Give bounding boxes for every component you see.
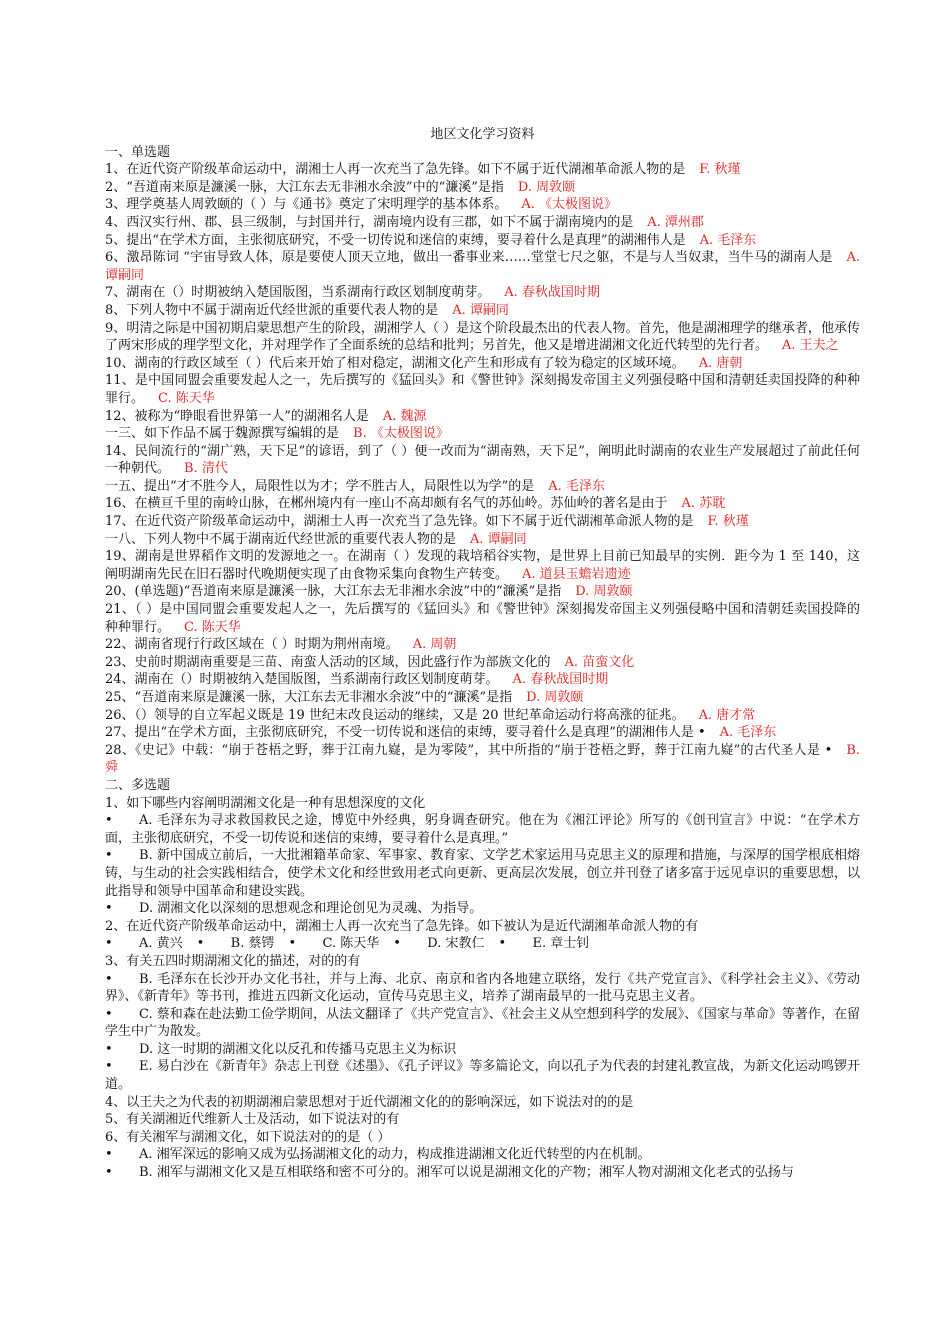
question-line xyxy=(105,302,860,320)
option-line xyxy=(105,935,860,953)
option-text: B. 毛泽东在长沙开办文化书社，并与上海、北京、南京和省内各地建立联络，发行《共产党宣言》、《科学社会主义》、《劳动界》、《新青年》等书刊，推进五四新文化运动，宣传马克思主义，培养了湖南最早的一批马克思主义者。 xyxy=(105,971,860,1005)
question-text: 22、湖南省现行行政区域在（ ）时期为荆州南境。 xyxy=(105,637,399,653)
question-line xyxy=(105,214,860,232)
answer-text: A. 毛泽东 xyxy=(699,232,757,248)
question-line xyxy=(105,284,860,302)
answer-text: A. 谭嗣同 xyxy=(452,302,509,318)
bullet-mark: • xyxy=(105,1006,113,1022)
answer-text: A. 道县玉蟾岩遗迹 xyxy=(522,566,631,582)
option-text: D. 这一时期的湖湘文化以反孔和传播马克思主义为标识 xyxy=(139,1041,457,1057)
question-line xyxy=(105,179,860,197)
question-line: 2、在近代资产阶级革命运动中，湖湘士人再一次充当了急先锋。如下被认为是近代湖湘革命派人物的有 xyxy=(105,918,699,934)
question-line xyxy=(105,654,860,672)
answer-text: A. 毛泽东 xyxy=(548,478,605,494)
answer-text: F. 秋瑾 xyxy=(699,162,741,178)
option-text: C. 陈天华 xyxy=(322,936,380,952)
answer-text: A. 魏源 xyxy=(382,408,427,424)
question-line xyxy=(105,320,860,355)
bullet-mark: • xyxy=(105,1165,113,1181)
question-text: 17、在近代资产阶级革命运动中，湖湘士人再一次充当了急先锋。如下不属于近代湖湘革命派人物的是 xyxy=(105,514,694,530)
question-line: 3、有关五四时期湖湘文化的描述，对的的有 xyxy=(105,953,361,969)
question-text: 24、湖南在（）时期被纳入楚国版图，当系湖南行政区划制度萌芽。 xyxy=(105,672,499,688)
question-line xyxy=(105,513,860,531)
question-text: 21、（ ）是中国同盟会重要发起人之一，先后撰写的《猛回头》和《警世钟》深刻揭发帝国主义列强侵略中国和清朝廷卖国投降的种种罪行。 xyxy=(105,602,860,635)
bullet-mark: • xyxy=(105,813,113,829)
question-text: 2、“吾道南来原是濂溪一脉，大江东去无非湘水余波”中的“濂溪”是指 xyxy=(105,179,504,195)
option-line xyxy=(105,971,860,1006)
option-text: E. 易白沙在《新青年》杂志上刊登《述墨》、《孔子评议》等多篇论文，向以孔子为代表的封建礼教宣战，为新文化运动鸣锣开道。 xyxy=(105,1059,860,1093)
question-text: 23、史前时期湖南重要是三苗、南蛮人活动的区域，因此盛行作为部族文化的 xyxy=(105,654,551,670)
answer-text: A. 潭州郡 xyxy=(647,214,704,230)
single-choice-list xyxy=(105,161,860,777)
question-line: 4、以王夫之为代表的初期湖湘启蒙思想对于近代湖湘文化的的影响深远，如下说法对的的是 xyxy=(105,1094,634,1110)
question-line xyxy=(105,495,860,513)
question-text: 25、“吾道南来原是濂溪一脉，大江东去无非湘水余波”中的“濂溪”是指 xyxy=(105,690,513,705)
bullet-mark: • xyxy=(288,936,297,952)
bullet-mark: • xyxy=(105,1041,113,1057)
answer-text: A. 春秋战国时期 xyxy=(504,285,600,301)
option-line xyxy=(105,1164,860,1182)
question-line: 5、有关湖湘近代维新人士及活动，如下说法对的有 xyxy=(105,1112,400,1128)
question-text: 28、《史记》中载：“崩于苍梧之野，葬于江南九嶷，是为零陵”，其中所指的“崩于苍梧之野，葬于江南九嶷”的古代圣人是 • xyxy=(105,742,833,758)
question-text: 27、提出“在学术方面，主张彻底研究，不受一切传说和迷信的束缚，要寻着什么是真理”的湖湘伟人是 • xyxy=(105,725,706,741)
question-text: 19、湖南是世界稻作文明的发源地之一。在湖南（ ）发现的栽培稻谷实物，是世界上目前已知最早的实例．距今为 1 至 140，这阐明湖南先民在旧石器时代晚期便实现了由食物采集向食物生产转变。 xyxy=(105,549,860,582)
question-line xyxy=(105,531,860,549)
answer-text: A. 春秋战国时期 xyxy=(512,672,609,688)
answer-text: A. 谭嗣同 xyxy=(105,250,860,283)
answer-text: B. 《太极图说》 xyxy=(353,426,449,442)
question-line xyxy=(105,548,860,583)
question-text: 4、西汉实行州、郡、县三级制，与封国并行，湖南境内设有三郡，如下不属于湖南境内的是 xyxy=(105,214,634,230)
option-line xyxy=(105,812,860,847)
option-line xyxy=(105,900,860,918)
page-title: 地区文化学习资料 xyxy=(430,127,535,142)
answer-text: A. 唐朝 xyxy=(698,355,743,371)
question-line xyxy=(105,583,860,601)
question-text: 6、激昂陈词 “宇宙导致人体，原是要使人顶天立地，做出一番事业来……堂堂七尺之躯，不是与人当奴隶，当牛马的湖南人是 xyxy=(105,250,833,266)
bullet-mark: • xyxy=(105,1147,113,1163)
question-text: 1、在近代资产阶级革命运动中，湖湘士人再一次充当了急先锋。如下不属于近代湖湘革命派人物的是 xyxy=(105,162,686,178)
question-text: 9、明清之际是中国初期启蒙思想产生的阶段，湖湘学人（ ）是这个阶段最杰出的代表人物。首先，他是湖湘理学的继承者，他承传了两宋形成的理学型文化，并对理学作了全面系统的总结和批判；另首先，他又是增进湖湘文化近代转型的先行者。 xyxy=(105,320,860,354)
answer-text: F. 秋瑾 xyxy=(707,514,749,530)
question-text: 20、(单选题)“吾道南来原是濂溪一脉，大江东去无非湘水余波”中的“濂溪”是指 xyxy=(105,584,562,600)
question-line xyxy=(105,249,860,284)
answer-text: A. 苗蛮文化 xyxy=(564,654,635,670)
option-text: D. 宋教仁 xyxy=(427,936,485,952)
question-line xyxy=(105,355,860,373)
question-line xyxy=(105,443,860,478)
answer-text: D. 周敦颐 xyxy=(517,179,576,195)
question-text: 11、是中国同盟会重要发起人之一，先后撰写的《猛回头》和《警世钟》深刻揭发帝国主义列强侵略中国和清朝廷卖国投降的种种罪行。 xyxy=(105,373,860,406)
question-line xyxy=(105,408,860,426)
answer-text: A. 苏耽 xyxy=(681,496,726,512)
question-line xyxy=(105,707,860,725)
option-line xyxy=(105,1006,860,1041)
answer-text: A. 《太极图说》 xyxy=(521,197,618,213)
option-line xyxy=(105,847,860,900)
option-text: D. 湖湘文化以深刻的思想观念和理论创见为灵魂、为指导。 xyxy=(139,901,483,917)
answer-text: A. 王夫之 xyxy=(782,338,839,354)
answer-text: D. 周敦颐 xyxy=(575,584,633,600)
bullet-mark: • xyxy=(105,971,113,987)
answer-text: A. 谭嗣同 xyxy=(470,531,527,547)
question-text: 12、被称为“睁眼看世界第一人”的湖湘名人是 xyxy=(105,408,369,424)
question-text: 14、民间流行的“湖广熟，天下足”的谚语，到了（ ）便一改而为“湖南熟，天下足”，阐明此时湖南的农业生产发展超过了前此任何一种朝代。 xyxy=(105,443,860,477)
bullet-mark: • xyxy=(196,936,205,952)
option-text: B. 湘军与湖湘文化又是互相联络和密不可分的。湘军可以说是湖湘文化的产物；湘军人物对湖湘文化老式的弘扬与 xyxy=(139,1165,794,1181)
answer-text: D. 周敦颐 xyxy=(526,690,584,705)
question-text: 10、湖南的行政区域至（ ）代后来开始了相对稳定，湖湘文化产生和形成有了较为稳定的区域环境。 xyxy=(105,355,685,371)
question-line xyxy=(105,372,860,407)
question-text: 8、下列人物中不属于湖南近代经世派的重要代表人物的是 xyxy=(105,302,439,318)
question-line xyxy=(105,478,860,496)
question-text: 26、（）领导的自立军起义既是 19 世纪末改良运动的继续，又是 20 世纪革命运动行将高涨的征兆。 xyxy=(105,707,685,723)
bullet-mark: • xyxy=(105,901,113,917)
option-line xyxy=(105,1146,860,1164)
question-text: 一三、如下作品不属于魏源撰写编辑的是 xyxy=(105,426,340,442)
option-text: A. 湘军深远的影响又成为弘扬湖湘文化的动力，构成推进湖湘文化近代转型的内在机制。 xyxy=(139,1147,651,1163)
question-line xyxy=(105,742,860,777)
option-line xyxy=(105,1041,860,1059)
question-line xyxy=(105,425,860,443)
question-line xyxy=(105,601,860,636)
question-line xyxy=(105,671,860,689)
answer-text: B. 舜 xyxy=(105,742,860,776)
option-text: A. 毛泽东为寻求救国救民之途，博览中外经典，躬身调查研究。他在为《湘江评论》所写的《创刊宣言》中说：“在学术方面，主张彻底研究，不受一切传说和迷信的束缚，要寻着什么是真理。” xyxy=(105,813,860,846)
question-line xyxy=(105,724,860,742)
question-text: 一五、提出“才不胜今人，局限性以为才；学不胜古人，局限性以为学”的是 xyxy=(105,478,535,494)
question-line xyxy=(105,232,860,250)
answer-text: C. 陈天华 xyxy=(158,390,215,406)
section-heading-single: 一、单选题 xyxy=(105,144,171,160)
question-line xyxy=(105,636,860,654)
bullet-mark: • xyxy=(105,1059,113,1075)
question-line xyxy=(105,689,860,707)
bullet-mark: • xyxy=(498,936,507,952)
option-text: B. 新中国成立前后，一大批湘籍革命家、军事家、教育家、文学艺术家运用马克思主义的原理和措施，与深厚的国学根底相熔铸，与生动的社会实践相结合，使学术文化和经世致用老式向更新、更高层次发展，创立并刊登了诸多富于远见卓识的重要思想，以此指导和领导中国革命和建设实践。 xyxy=(105,848,860,899)
question-line xyxy=(105,196,860,214)
bullet-mark: • xyxy=(393,936,401,952)
answer-text: C. 陈天华 xyxy=(184,619,241,635)
option-text: B. 蔡锷 xyxy=(230,936,275,952)
document-page xyxy=(105,126,860,1182)
multi-choice-list xyxy=(105,795,860,1182)
option-text: A. 黄兴 xyxy=(139,936,183,952)
answer-text: A. 唐才常 xyxy=(698,707,756,723)
question-text: 5、提出“在学术方面，主张彻底研究，不受一切传说和迷信的束缚，要寻着什么是真理”的湖湘伟人是 xyxy=(105,232,686,248)
question-text: 7、湖南在（）时期被纳入楚国版图，当系湖南行政区划制度萌芽。 xyxy=(105,285,491,301)
answer-text: B. 清代 xyxy=(184,461,228,477)
question-text: 3、理学奠基人周敦颐的（ ）与《通书》奠定了宋明理学的基本体系。 xyxy=(105,197,508,213)
option-text: E. 章士钊 xyxy=(532,936,590,952)
bullet-mark: • xyxy=(105,936,113,952)
option-text: C. 蔡和森在赴法勤工俭学期间，从法文翻译了《共产党宣言》、《社会主义从空想到科学的发展》、《国家与革命》等著作，在留学生中广为散发。 xyxy=(105,1006,860,1040)
question-line: 1、如下哪些内容阐明湖湘文化是一种有思想深度的文化 xyxy=(105,795,426,811)
option-line xyxy=(105,1058,860,1093)
question-text: 16、在横亘千里的南岭山脉，在郴州境内有一座山不高却颇有名气的苏仙岭。苏仙岭的著名是由于 xyxy=(105,496,668,512)
answer-text: A. 周朝 xyxy=(412,637,457,653)
bullet-mark: • xyxy=(105,848,113,864)
answer-text: A. 毛泽东 xyxy=(719,725,777,741)
section-heading-multi: 二、多选题 xyxy=(105,777,171,793)
question-line xyxy=(105,161,860,179)
question-line: 6、有关湘军与湖湘文化，如下说法对的的是（ ） xyxy=(105,1129,391,1145)
question-text: 一八、下列人物中不属于湖南近代经世派的重要代表人物的是 xyxy=(105,531,457,547)
